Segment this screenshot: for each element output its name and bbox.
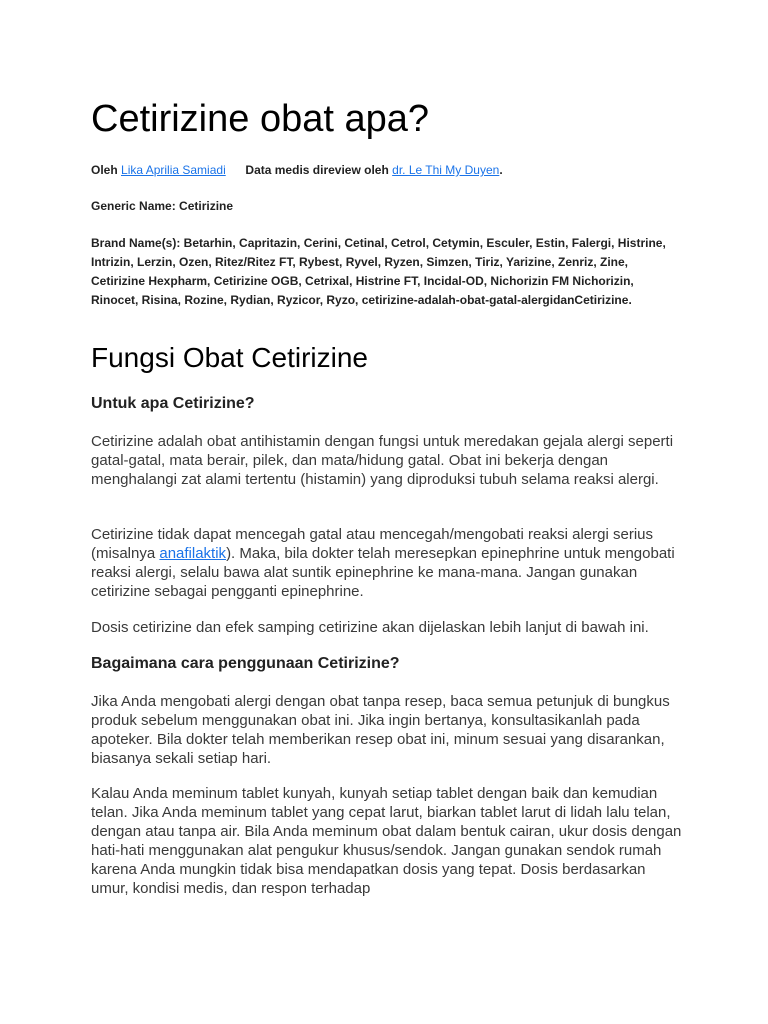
paragraph-5: Kalau Anda meminum tablet kunyah, kunyah setiap tablet dengan baik dan kemudian telan. Jika Anda meminum tablet yang cepat larut, biarkan tablet larut di lidah lalu telan, dengan atau tanpa air. Bila Anda meminum obat dalam bentuk cairan, ukur dosis dengan hati-hati menggunakan alat pengukur khusus/sendok. Jangan gunakan sendok rumah karena Anda mungkin tidak bisa mendapatkan dosis yang tepat. Dosis berdasarkan umur, kondisi medis, dan respon terhadap: [91, 785, 682, 897]
author-link[interactable]: Lika Aprilia Samiadi: [121, 163, 226, 177]
paragraph-2-end: ). Maka, bila dokter telah meresepkan epinephrine untuk mengobati reaksi alergi, selalu bawa alat suntik epinephrine ke mana-mana. Jangan gunakan cetirizine sebagai pengganti epinephrine.: [91, 545, 675, 600]
subheading-cara-penggunaan: Bagaimana cara penggunaan Cetirizine?: [91, 655, 400, 672]
paragraph-2-start: Cetirizine tidak dapat mencegah gatal atau mencegah/mengobati reaksi alergi serius (misalnya: [91, 526, 653, 562]
anafilaktik-link[interactable]: anafilaktik: [159, 545, 227, 562]
review-text: Data medis direview oleh: [245, 163, 389, 177]
byline-suffix: .: [499, 163, 503, 177]
byline: [91, 162, 503, 178]
subheading-untuk-apa: Untuk apa Cetirizine?: [91, 395, 255, 412]
paragraph-3: Dosis cetirizine dan efek samping cetirizine akan dijelaskan lebih lanjut di bawah ini.: [91, 619, 649, 636]
paragraph-4: Jika Anda mengobati alergi dengan obat tanpa resep, baca semua petunjuk di bungkus produk sebelum menggunakan obat ini. Jika ingin bertanya, konsultasikanlah pada apoteker. Bila dokter telah memberikan resep obat ini, minum sesuai yang disarankan, biasanya sekali setiap hari.: [91, 693, 670, 767]
paragraph-2: [91, 525, 683, 601]
byline-prefix: Oleh: [91, 163, 118, 177]
generic-name: Generic Name: Cetirizine: [91, 199, 234, 213]
section-heading: Fungsi Obat Cetirizine: [91, 342, 369, 373]
reviewer-link[interactable]: dr. Le Thi My Duyen: [392, 163, 500, 177]
brand-names: Brand Name(s): Betarhin, Capritazin, Cerini, Cetinal, Cetrol, Cetymin, Esculer, Estin, Falergi, Histrine, Intrizin, Lerzin, Ozen, Ritez/Ritez FT, Rybest, Ryvel, Ryzen, Simzen, Tiriz, Yarizine, Zenriz, Zine, Cetirizine Hexpharm, Cetirizine OGB, Cetrixal, Histrine FT, Incidal-OD, Nichorizin FM Nichorizin, Rinocet, Risina, Rozine, Rydian, Ryzicor, Ryzo, cetirizine-adalah-obat-gatal-alergidanCetirizine.: [91, 236, 666, 307]
page-title: Cetirizine obat apa?: [91, 98, 429, 140]
paragraph-1: Cetirizine adalah obat antihistamin dengan fungsi untuk meredakan gejala alergi seperti gatal-gatal, mata berair, pilek, dan mata/hidung gatal. Obat ini bekerja dengan menghalangi zat alami tertentu (histamin) yang diproduksi tubuh selama reaksi alergi.: [91, 433, 674, 488]
